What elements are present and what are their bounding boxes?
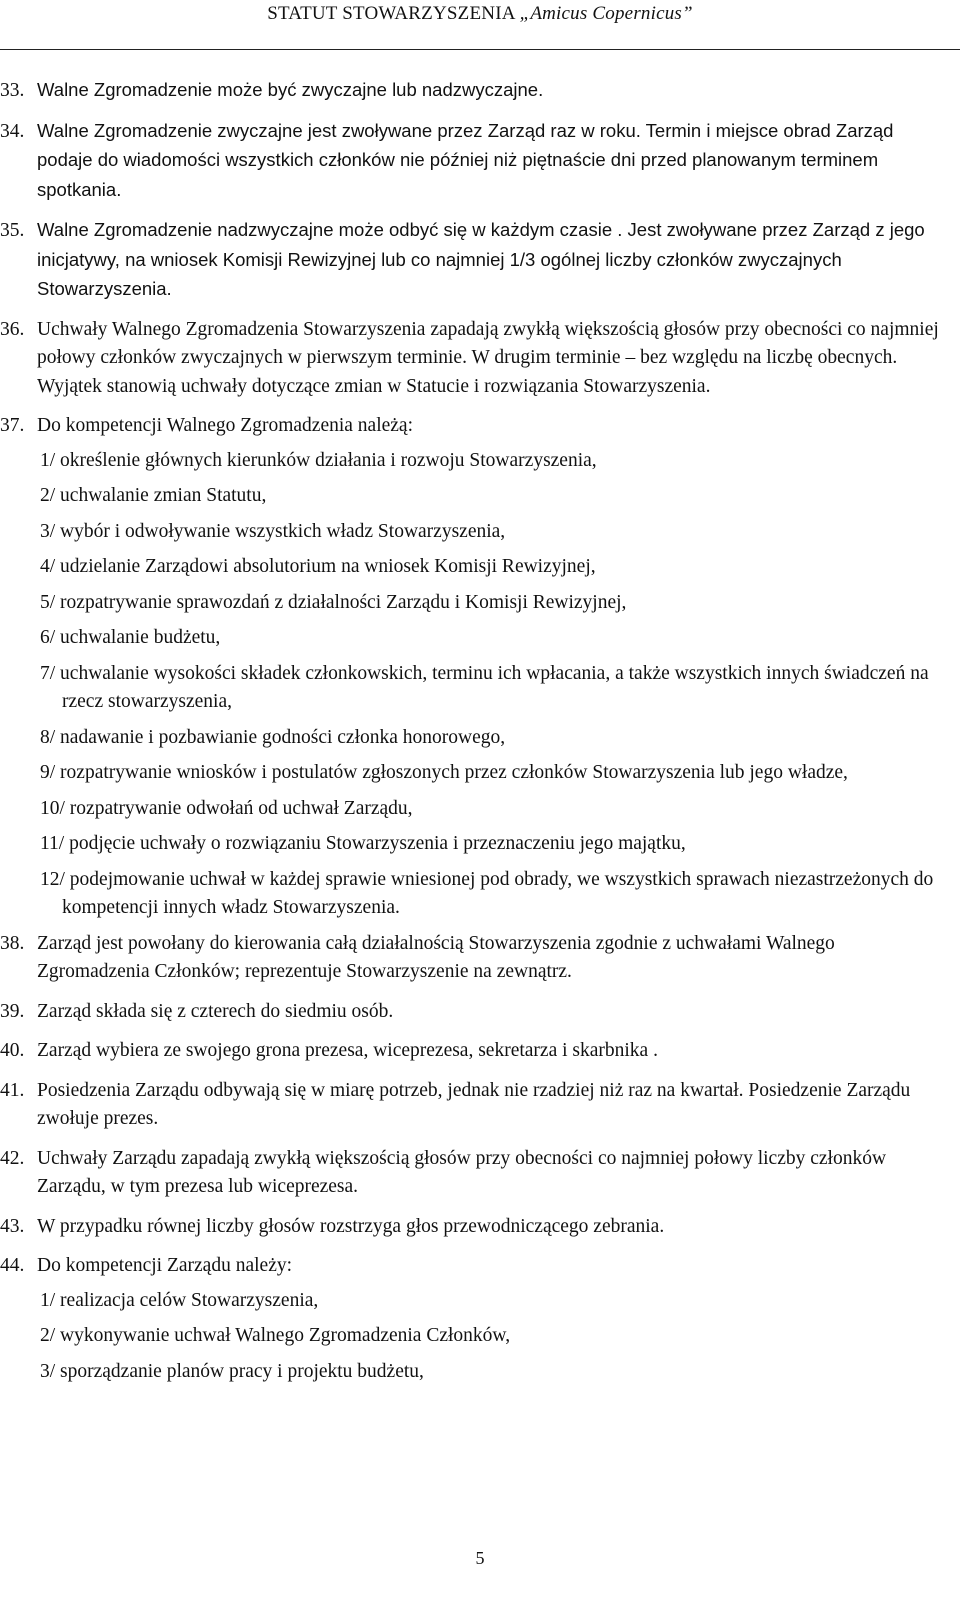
paragraph-35: [0, 216, 960, 305]
paragraph-text: Walne Zgromadzenie zwyczajne jest zwoływane przez Zarząd raz w roku. Termin i miejsce obrad Zarząd podaje do wiadomości wszystkich członków nie później niż piętnaście dni przed planowanym terminem spotkania.: [37, 119, 894, 200]
paragraph-text: Zarząd wybiera ze swojego grona prezesa, wiceprezesa, sekretarza i skarbnika .: [37, 1040, 658, 1061]
paragraph-number: 36.: [0, 318, 25, 340]
list-item: 9/ rozpatrywanie wniosków i postulatów zgłoszonych przez członków Stowarzyszenia lub jego władze,: [40, 762, 848, 783]
header-association-name: „Amicus Copernicus”: [519, 3, 693, 24]
paragraph-text: Do kompetencji Zarządu należy:: [37, 1255, 293, 1276]
paragraph-42: [0, 1145, 960, 1202]
general-assembly-competences-list: [0, 447, 960, 923]
board-competences-list: [0, 1287, 960, 1387]
paragraph-37: [0, 412, 960, 441]
paragraph-text: Zarząd jest powołany do kierowania całą działalnością Stowarzyszenia zgodnie z uchwałami Walnego Zgromadzenia Członków; reprezentuje Stowarzyszenie na zewnątrz.: [37, 932, 835, 982]
paragraph-text: Uchwały Walnego Zgromadzenia Stowarzyszenia zapadają zwykłą większością głosów przy obecności co najmniej połowy członków zwyczajnych w pierwszym terminie. W drugim terminie – bez względu na liczbę obecnych. Wyjątek stanowią uchwały dotyczące zmian w Statucie i rozwiązania Stowarzyszenia.: [37, 318, 939, 397]
list-item: 2/ uchwalanie zmian Statutu,: [40, 485, 267, 506]
list-item: 7/ uchwalanie wysokości składek członkowskich, terminu ich wpłacania, a także wszystkich innych świadczeń na rzecz stowarzyszenia,: [40, 662, 929, 712]
paragraph-44: [0, 1252, 960, 1281]
list-item: 4/ udzielanie Zarządowi absolutorium na wniosek Komisji Rewizyjnej,: [40, 556, 596, 577]
statute-content: [0, 76, 960, 1393]
header-prefix: STATUT STOWARZYSZENIA: [267, 3, 520, 24]
paragraph-number: 44.: [0, 1255, 25, 1276]
list-item: 10/ rozpatrywanie odwołań od uchwał Zarządu,: [40, 797, 413, 819]
paragraph-41: [0, 1077, 960, 1134]
paragraph-number: 43.: [0, 1215, 25, 1237]
paragraph-number: 39.: [0, 1000, 25, 1022]
list-item: 6/ uchwalanie budżetu,: [40, 627, 221, 648]
paragraph-number: 40.: [0, 1040, 25, 1061]
list-item: 11/ podjęcie uchwały o rozwiązaniu Stowarzyszenia i przeznaczeniu jego majątku,: [40, 833, 686, 854]
paragraph-34: [0, 117, 960, 206]
list-item: 3/ wybór i odwoływanie wszystkich władz Stowarzyszenia,: [40, 520, 506, 542]
paragraph-number: 34.: [0, 120, 25, 142]
paragraph-number: 33.: [0, 80, 25, 101]
paragraph-text: Walne Zgromadzenie nadzwyczajne może odbyć się w każdym czasie . Jest zwoływane przez Zarząd z jego inicjatywy, na wniosek Komisji Rewizyjnej lub co najmniej 1/3 ogólnej liczby członków zwyczajnych Stowarzyszenia.: [37, 219, 925, 299]
list-item: 8/ nadawanie i pozbawianie godności członka honorowego,: [40, 726, 506, 748]
list-item: 1/ określenie głównych kierunków działania i rozwoju Stowarzyszenia,: [40, 449, 597, 471]
list-item: 2/ wykonywanie uchwał Walnego Zgromadzenia Członków,: [40, 1325, 511, 1346]
paragraph-40: [0, 1037, 960, 1066]
paragraph-number: 41.: [0, 1079, 25, 1101]
paragraph-38: [0, 930, 960, 987]
running-header: [0, 2, 960, 26]
header-rule: [0, 49, 960, 50]
list-item: 3/ sporządzanie planów pracy i projektu budżetu,: [40, 1360, 424, 1382]
list-item: 1/ realizacja celów Stowarzyszenia,: [40, 1289, 319, 1311]
paragraph-33: [0, 76, 960, 106]
page-number: 5: [475, 1548, 485, 1568]
paragraph-number: 42.: [0, 1147, 25, 1169]
paragraph-text: Posiedzenia Zarządu odbywają się w miarę potrzeb, jednak nie rzadziej niż raz na kwartał. Posiedzenie Zarządu zwołuje prezes.: [37, 1079, 911, 1129]
paragraph-text: Uchwały Zarządu zapadają zwykłą większością głosów przy obecności co najmniej połowy liczby członków Zarządu, w tym prezesa lub wiceprezesa.: [37, 1147, 887, 1197]
paragraph-number: 37.: [0, 415, 25, 436]
paragraph-36: [0, 316, 960, 402]
paragraph-39: [0, 998, 960, 1027]
paragraph-number: 38.: [0, 932, 25, 954]
paragraph-text: Do kompetencji Walnego Zgromadzenia należą:: [37, 415, 414, 436]
paragraph-43: [0, 1213, 960, 1242]
paragraph-text: Walne Zgromadzenie może być zwyczajne lub nadzwyczajne.: [37, 79, 544, 100]
paragraph-number: 35.: [0, 220, 25, 241]
list-item: 12/ podejmowanie uchwał w każdej sprawie wniesionej pod obrady, we wszystkich sprawach niezastrzeżonych do kompetencji innych władz Stowarzyszenia.: [40, 868, 934, 918]
paragraph-text: Zarząd składa się z czterech do siedmiu osób.: [37, 1000, 394, 1022]
list-item: 5/ rozpatrywanie sprawozdań z działalności Zarządu i Komisji Rewizyjnej,: [40, 591, 627, 613]
paragraph-text: W przypadku równej liczby głosów rozstrzyga głos przewodniczącego zebrania.: [37, 1215, 665, 1237]
